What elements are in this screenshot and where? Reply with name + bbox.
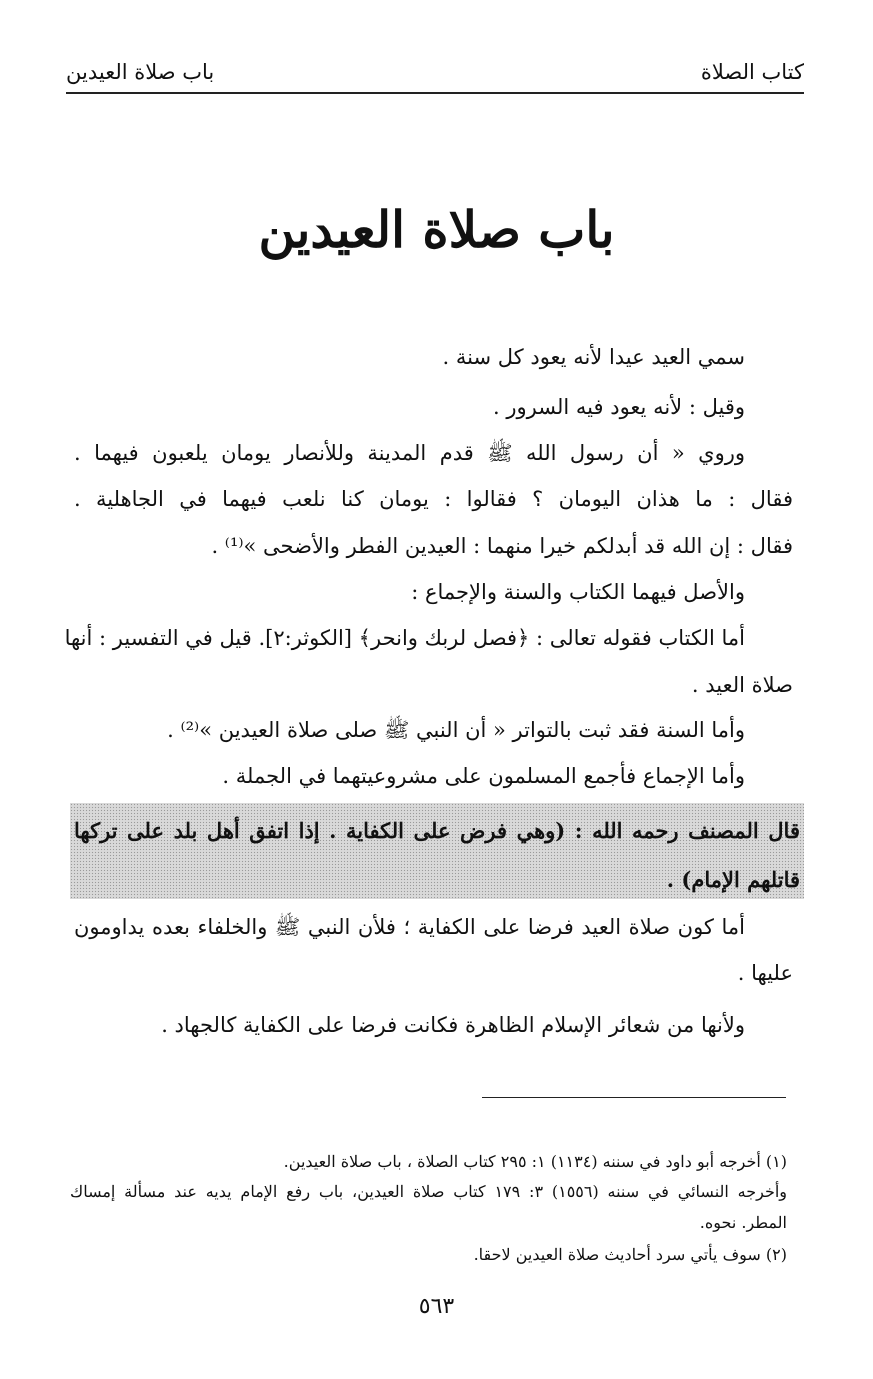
paragraph-line: أما كون صلاة العيد فرضا على الكفاية ؛ فلأن النبي ﷺ والخلفاء بعده يداومون	[74, 915, 745, 939]
paragraph-line: وقيل : لأنه يعود فيه السرور .	[493, 395, 745, 419]
footnote-line: وأخرجه النسائي في سننه (١٥٥٦) ٣: ١٧٩ كتاب صلاة العيدين، باب رفع الإمام يديه عند مسألة إمساك	[70, 1182, 788, 1201]
paragraph-line: وروي « أن رسول الله ﷺ قدم المدينة وللأنصار يومان يلعبون فيهما .	[74, 441, 745, 465]
quote-line: قال المصنف رحمه الله : (وهي فرض على الكفاية . إذا اتفق أهل بلد على تركها	[74, 818, 800, 843]
page-number: ٥٦٣	[418, 1294, 455, 1319]
header-chapter-title: باب صلاة العيدين	[66, 60, 215, 84]
quote-line: قاتلهم الإمام) .	[666, 867, 800, 892]
running-header	[66, 52, 804, 94]
paragraph-line: وأما السنة فقد ثبت بالتواتر « أن النبي ﷺ صلى صلاة العيدين »⁽²⁾ .	[167, 718, 745, 742]
footnote-line: المطر. نحوه.	[699, 1213, 787, 1232]
paragraph-line: سمي العيد عيدا لأنه يعود كل سنة .	[442, 345, 745, 369]
chapter-title: باب صلاة العيدين	[258, 200, 615, 259]
paragraph-line: ولأنها من شعائر الإسلام الظاهرة فكانت فرضا على الكفاية كالجهاد .	[161, 1013, 745, 1037]
paragraph-line: فقال : إن الله قد أبدلكم خيرا منهما : العيدين الفطر والأضحى »⁽¹⁾ .	[211, 534, 793, 558]
paragraph-line: أما الكتاب فقوله تعالى : ﴿فصل لربك وانحر﴾ [الكوثر:٢]. قيل في التفسير : أنها	[64, 626, 745, 650]
footnote-line: (١) أخرجه أبو داود في سننه (١١٣٤) ١: ٢٩٥ كتاب الصلاة ، باب صلاة العيدين.	[283, 1152, 787, 1171]
paragraph-line: عليها .	[737, 961, 793, 985]
footnote-line: (٢) سوف يأتي سرد أحاديث صلاة العيدين لاحقا.	[473, 1245, 787, 1264]
paragraph-line: صلاة العيد .	[691, 673, 793, 697]
header-book-title: كتاب الصلاة	[700, 60, 804, 84]
paragraph-line: وأما الإجماع فأجمع المسلمون على مشروعيتهما في الجملة .	[222, 764, 745, 788]
author-quote-box	[70, 803, 804, 899]
paragraph-line: فقال : ما هذان اليومان ؟ فقالوا : يومان كنا نلعب فيهما في الجاهلية .	[74, 487, 793, 511]
footnote-separator	[482, 1097, 786, 1098]
paragraph-line: والأصل فيهما الكتاب والسنة والإجماع :	[411, 580, 745, 604]
